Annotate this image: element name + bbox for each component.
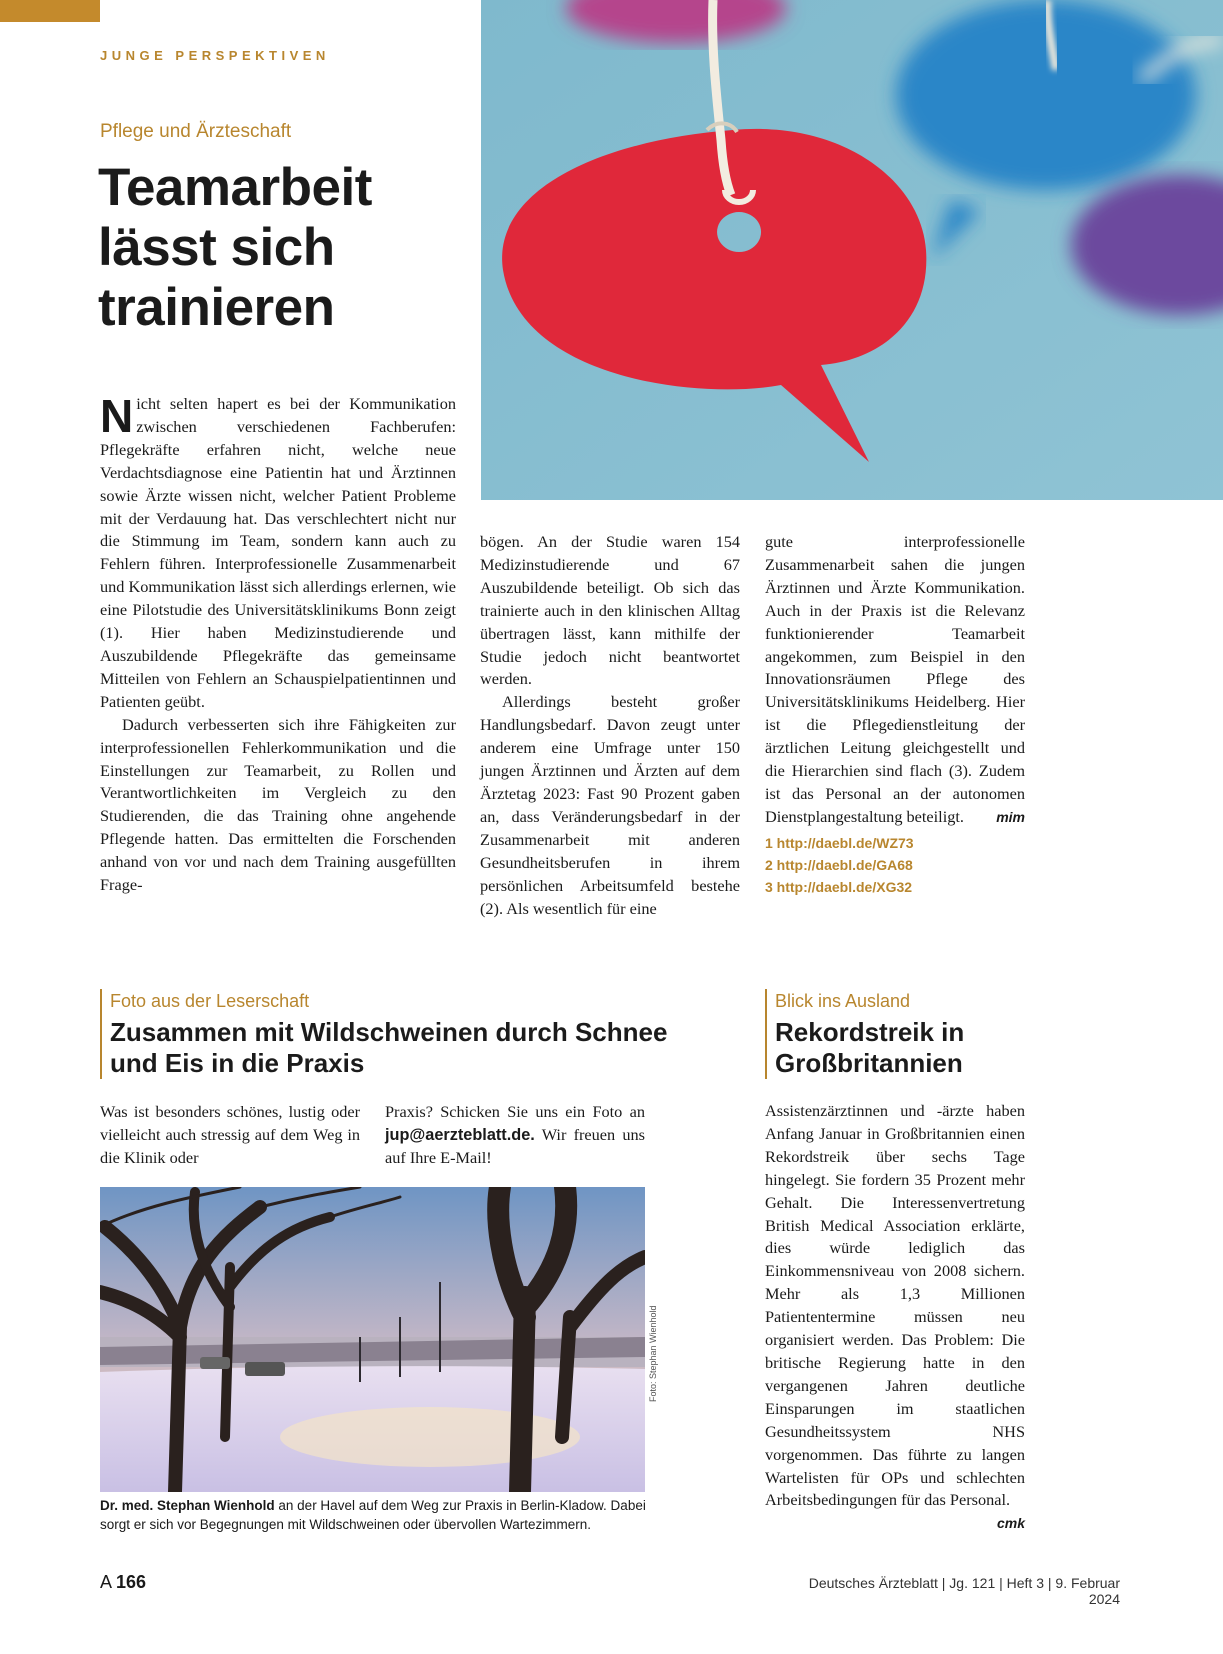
article-paragraph-continued: bögen. An der Studie waren 154 Medizinstudierende und 67 Auszubildende beteiligt. Ob sich das trainierte auch in den klinischen Alltag übertragen lässt, kann mithilfe der Studie jedoch nicht beantwortet werden. [480,532,740,689]
photo-caption [100,1496,660,1534]
box-headline: Rekordstreik in Großbritannien [775,1017,965,1078]
photo-credit: Foto: Stephan Wienhold [648,1305,658,1402]
text-span: Praxis? Schicken Sie uns ein Foto an [385,1102,645,1121]
reader-photo-text-left [100,1101,360,1170]
article-headline: Teamarbeit lässt sich trainieren [98,158,372,337]
article-column-1 [100,390,456,897]
reference-link[interactable]: 3 http://daebl.de/XG32 [765,878,913,895]
abroad-header [765,989,1055,1079]
email-link[interactable]: jup@aerzteblatt.de. [385,1125,535,1144]
author-signature: cmk [996,1515,1025,1532]
winter-photo [100,1187,645,1492]
abroad-column [765,1100,1025,1535]
paragraph-text: Was ist besonders schönes, lustig oder vielleicht auch stressig auf dem Weg in die Klinik oder [100,1102,360,1167]
article-paragraph: Allerdings besteht großer Handlungsbedarf. Davon zeugt unter anderem eine Umfrage unter 150 jungen Ärztinnen und Ärzten auf dem Ärztetag 2023: Fast 90 Prozent gaben an, dass Veränderungsbedarf in der Zusammenarbeit mit anderen Gesundheitsberufen in ihrem persönlichen Arbeitsumfeld bestehe (2). Als wesentlich für eine [480,692,740,918]
article-column-3 [765,531,1025,898]
journal-footer: Deutsches Ärzteblatt | Jg. 121 | Heft 3 | 9. Februar 2024 [808,1575,1120,1607]
article-paragraph [100,390,456,714]
caption-text: an der Havel auf dem Weg zur Praxis in Berlin-Kladow. Dabei sorgt er sich vor Begegnungen mit Wildschweinen oder übervollen Wartezimmern. [100,1498,646,1532]
snowy-park-illustration [100,1187,645,1492]
text-span: Assistenzärztinnen und -ärzte haben Anfang Januar in Großbritannien einen Rekordstreik über sechs Tage hingelegt. Sie fordern 35 Prozent mehr Gehalt. Die Interessenvertretung British Medical Association erklärte, dies würde lediglich das Einkommensniveau von 2008 sichern. Mehr als 1,3 Millionen Patiententermine müssen neu organisiert werden. Das Problem: Die britische Regierung hatte in den vergangenen Jahren deutliche Einsparungen im staatlichen Gesundheitssystem NHS vorgenommen. Das führte zu langen Wartelisten für OPs und schlechten Arbeitsbedingungen für das Personal. [765,1101,1025,1510]
paragraph-text [385,1101,645,1170]
reader-photo-header [100,989,670,1079]
page-number [100,1572,146,1593]
box-kicker: Foto aus der Leserschaft [110,991,310,1011]
reference-list [765,832,1025,898]
paragraph-text [765,1100,1025,1532]
article-paragraph: Dadurch verbesserten sich ihre Fähigkeiten zur interprofessionellen Fehlerkommunikation und die Einstellungen zur Teamarbeit, zu Rollen und Verantwortlichkeiten im Vergleich zu den Studierenden, die das Training ohne angehende Pflegende hatten. Das ermittelten die Forschenden anhand von vor und nach dem Training ausgefüllten Frage- [100,714,456,895]
folio-prefix: A [100,1572,112,1592]
drop-cap: N [100,390,134,442]
box-headline: Zusammen mit Wildschweinen durch Schnee und Eis in die Praxis [110,1017,668,1078]
article-paragraph-continued [765,531,1025,829]
speech-bubble-illustration [481,0,1223,500]
paragraph-text: icht selten hapert es bei der Kommunikation zwischen verschiedenen Fachberufen: Pflegekräfte erfahren nicht, welche neue Verdachtsdiagnose eine Patientin hat und Ärztinnen sowie Ärzte wissen nicht, welcher Patient Probleme mit der Verdauung hat. Das verschlechtert nicht nur die Stimmung im Team, sondern kann auch zu Fehlern führen. Interprofessionelle Zusammenarbeit und Kommunikation lässt sich allerdings erlernen, wie eine Pilotstudie des Universitätsklinikums Bonn zeigt (1). Hier haben Medizinstudierende und Auszubildende Pflegekräfte das gemeinsame Mitteilen von Fehlern an Schauspielpatientinnen und Patienten geübt. [100,394,456,711]
article-kicker: Pflege und Ärzteschaft [100,121,292,142]
section-label: JUNGE PERSPEKTIVEN [100,48,330,63]
text-span: Wir freuen uns auf Ihre E-Mail! [385,1124,645,1167]
paragraph-text: gute interprofessionelle Zusammenarbeit sahen die jungen Ärztinnen und Ärzte Kommunikation. Auch in der Praxis ist die Relevanz funktionierender Teamarbeit angekommen, zum Beispiel in den Innovationsräumen Pflege des Universitätsklinikums Heidelberg. Hier ist die Pflegedienstleitung der ärztlichen Leitung gleichgestellt und die Hierarchien sind flach (3). Zudem ist das Personal an der autonomen Dienstplangestaltung beteiligt. [765,532,1025,826]
section-color-bar [0,0,100,22]
reader-photo-text-right [385,1101,645,1170]
reference-link[interactable]: 1 http://daebl.de/WZ73 [765,834,914,851]
article-column-2 [480,531,740,920]
reference-link[interactable]: 2 http://daebl.de/GA68 [765,856,913,873]
author-signature: mim [996,808,1025,825]
caption-name: Dr. med. Stephan Wienhold [100,1498,275,1513]
folio-number: 166 [116,1572,147,1592]
speech-bubble-photo [481,0,1223,500]
box-kicker: Blick ins Ausland [775,991,911,1011]
